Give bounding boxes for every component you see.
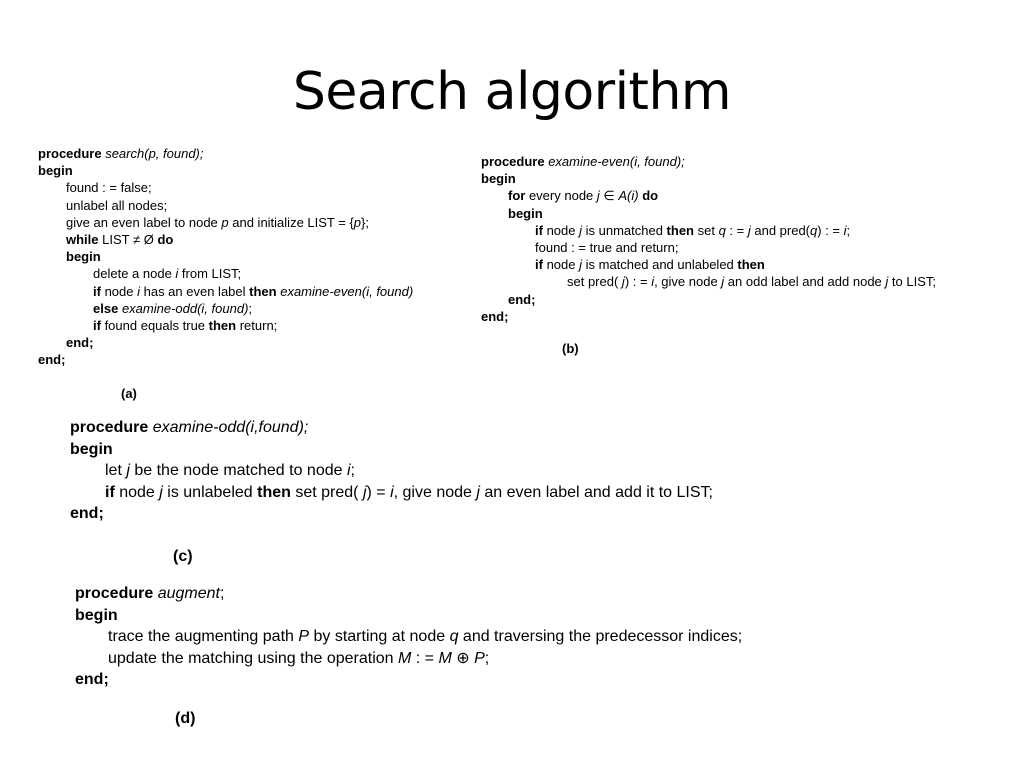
keyword: end; — [508, 291, 536, 307]
keyword: if — [93, 318, 101, 334]
keyword: else — [93, 300, 119, 316]
code-text: set — [694, 222, 719, 238]
code-line — [70, 417, 713, 439]
code-text: trace the augmenting path — [108, 628, 299, 645]
code-line — [38, 231, 413, 248]
code-text: and pred( — [750, 222, 811, 238]
keyword: begin — [70, 440, 113, 458]
code-text: ; — [484, 649, 490, 667]
procedure-examine-even-block — [481, 153, 936, 325]
code-variable: p — [353, 214, 362, 230]
figure-caption: (a) — [121, 386, 137, 401]
code-line — [75, 583, 742, 605]
keyword: end; — [38, 352, 66, 368]
code-text: ) : = — [624, 274, 652, 290]
code-variable: j — [885, 274, 889, 290]
code-variable: j — [596, 188, 600, 204]
keyword: end; — [75, 671, 109, 688]
code-variable: j — [126, 462, 130, 479]
code-text: from LIST; — [178, 266, 242, 282]
code-line — [75, 626, 742, 648]
code-text: be the node matched to node — [129, 462, 347, 479]
code-text: , give node — [654, 274, 722, 290]
code-line: found : = false; — [66, 180, 152, 196]
procedure-args: (i, found); — [629, 154, 685, 169]
keyword: if — [535, 222, 543, 238]
code-text: ; — [350, 462, 355, 479]
code-text: to LIST; — [888, 274, 936, 290]
figure-caption: (d) — [175, 710, 196, 727]
code-text: ) : = — [817, 222, 844, 238]
code-text: and initialize LIST = { — [228, 214, 354, 230]
keyword: then — [208, 318, 237, 334]
keyword: then — [257, 483, 291, 501]
keyword: procedure — [38, 146, 102, 161]
code-line — [481, 170, 936, 187]
code-text: every node — [525, 188, 597, 204]
code-text: }; — [361, 214, 369, 230]
keyword: if — [93, 283, 101, 299]
code-text: give an even label to node — [66, 214, 222, 230]
code-variable: i — [175, 266, 179, 282]
code-line — [70, 482, 713, 504]
code-variable: j — [159, 483, 163, 501]
procedure-name: examine-odd — [152, 419, 246, 436]
code-variable: P — [298, 628, 310, 645]
figure-caption: (b) — [562, 341, 579, 356]
code-text: node — [542, 257, 580, 273]
code-variable: i — [346, 462, 351, 479]
code-line — [38, 283, 413, 300]
keyword: begin — [481, 171, 516, 187]
code-line — [38, 248, 413, 265]
keyword: end; — [70, 505, 104, 522]
keyword: for — [508, 188, 526, 204]
procedure-name: examine-even — [548, 154, 630, 169]
code-line — [38, 214, 413, 231]
code-variable: j — [747, 222, 751, 238]
code-line — [38, 300, 413, 317]
code-line — [38, 162, 413, 179]
code-line — [481, 291, 936, 308]
code-variable: j — [476, 483, 480, 501]
code-variable: p — [221, 214, 229, 230]
code-text: let — [105, 462, 127, 479]
code-line — [75, 605, 742, 627]
code-text: is unmatched — [582, 222, 667, 238]
code-variable: A(i) — [618, 188, 639, 204]
keyword: begin — [508, 205, 543, 221]
code-text: ; — [248, 300, 253, 316]
code-text: ⊕ — [451, 649, 475, 667]
code-line — [70, 503, 713, 525]
keyword: procedure — [75, 585, 154, 602]
code-text: an odd label and add node — [724, 274, 886, 290]
keyword: do — [642, 188, 659, 204]
code-variable: q — [449, 628, 459, 645]
procedure-name: augment — [157, 585, 220, 602]
code-text: ; — [846, 222, 851, 238]
code-variable: q — [810, 222, 818, 238]
keyword: if — [105, 483, 115, 501]
slide-title: Search algorithm — [292, 62, 732, 122]
code-variable: M — [438, 649, 452, 667]
keyword: begin — [38, 163, 73, 179]
procedure-search-block — [38, 145, 413, 369]
code-variable: i — [390, 483, 394, 501]
code-variable: j — [721, 274, 725, 290]
code-text: ) = — [366, 483, 391, 501]
code-line — [481, 256, 936, 273]
code-text: ∈ — [599, 188, 619, 204]
code-text: : = — [725, 222, 748, 238]
keyword: end; — [66, 335, 94, 351]
procedure-augment-block — [75, 583, 742, 691]
code-text: node — [542, 222, 580, 238]
procedure-name: search — [105, 146, 145, 161]
code-text: LIST ≠ Ø — [98, 232, 158, 248]
code-text: node — [100, 283, 138, 299]
code-variable: P — [474, 649, 485, 667]
code-text: set pred( — [290, 483, 363, 501]
procedure-args: (i,found); — [245, 419, 309, 436]
code-text: update the matching using the operation — [108, 649, 398, 667]
keyword: procedure — [70, 419, 149, 436]
keyword: then — [666, 222, 694, 238]
keyword: begin — [66, 249, 101, 265]
keyword: end; — [481, 308, 509, 324]
keyword: procedure — [481, 154, 545, 169]
code-line — [481, 153, 936, 170]
code-line — [481, 308, 936, 325]
code-text: : = — [411, 649, 439, 667]
procedure-args: ; — [219, 585, 225, 602]
code-variable: j — [621, 274, 625, 290]
code-line — [75, 648, 742, 670]
code-text: is matched and unlabeled — [582, 257, 738, 273]
code-line — [70, 439, 713, 461]
code-text: set pred( — [567, 274, 622, 290]
code-variable: M — [397, 649, 412, 667]
code-variable: i — [137, 283, 140, 299]
code-line: found : = true and return; — [535, 240, 679, 256]
keyword: then — [737, 257, 765, 273]
code-line — [38, 265, 413, 282]
keyword: if — [535, 257, 543, 273]
code-variable: i — [651, 274, 655, 290]
keyword: begin — [75, 606, 118, 624]
code-text: return; — [236, 318, 278, 334]
procedure-examine-odd-block — [70, 417, 713, 525]
code-text: is unlabeled — [162, 483, 258, 501]
code-line — [38, 351, 413, 368]
code-line — [75, 669, 742, 691]
code-line — [481, 222, 936, 239]
code-text: , give node — [393, 483, 477, 501]
keyword: while — [66, 232, 99, 248]
code-variable: j — [362, 483, 367, 501]
code-line — [481, 205, 936, 222]
code-variable: j — [579, 257, 582, 273]
code-line — [38, 317, 413, 334]
code-text: found equals true — [100, 318, 209, 334]
code-text: by starting at node — [309, 628, 450, 645]
procedure-args: (p, found); — [144, 146, 204, 161]
code-text: an even label and add it to LIST; — [479, 483, 713, 501]
code-variable: i — [843, 222, 847, 238]
figure-caption: (c) — [173, 548, 193, 565]
procedure-call: examine-odd(i, found) — [121, 300, 249, 316]
keyword: then — [249, 283, 277, 299]
code-line — [38, 334, 413, 351]
procedure-call: examine-even(i, found) — [280, 283, 414, 299]
code-text: and traversing the predecessor indices; — [458, 628, 743, 645]
code-text: has an even label — [140, 283, 250, 299]
code-line — [38, 145, 413, 162]
keyword: do — [157, 232, 174, 248]
code-line — [481, 273, 936, 290]
code-text: node — [114, 483, 160, 501]
code-line — [481, 187, 936, 204]
code-line: unlabel all nodes; — [66, 197, 168, 213]
code-text: delete a node — [93, 266, 176, 282]
code-line — [70, 460, 713, 482]
code-variable: j — [579, 222, 582, 238]
code-variable: q — [718, 222, 726, 238]
